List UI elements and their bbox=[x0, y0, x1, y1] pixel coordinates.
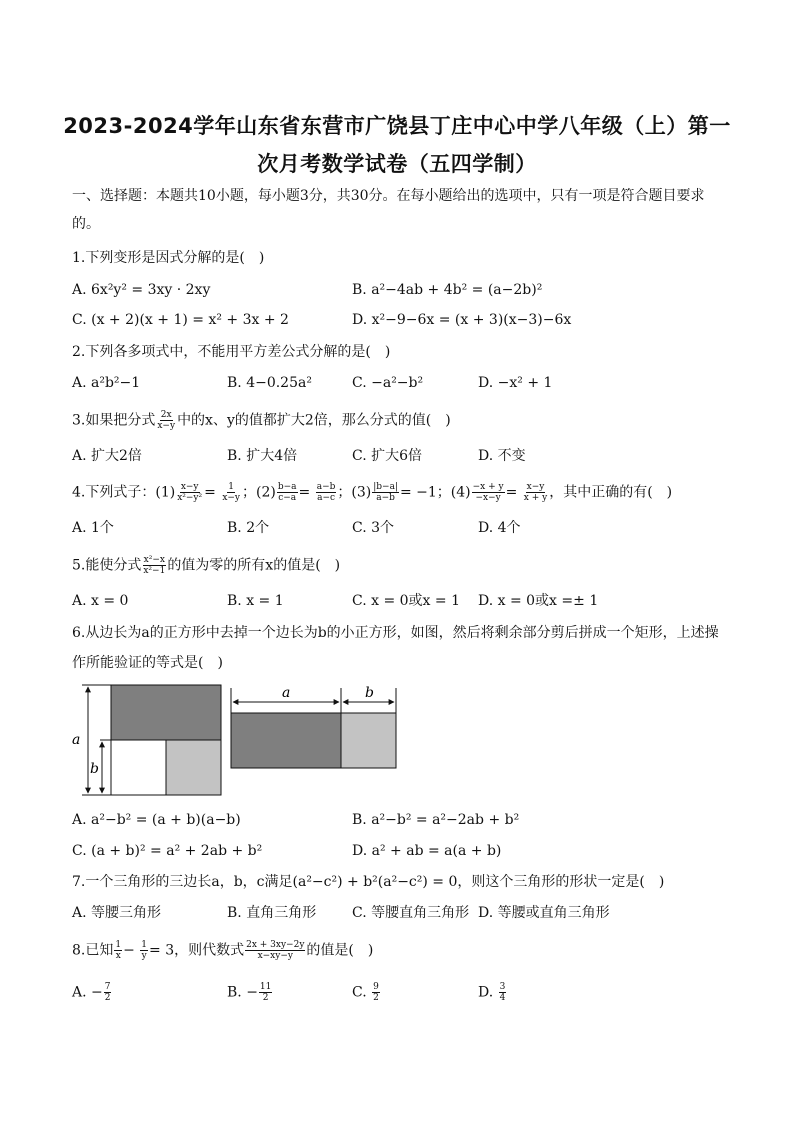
question-5-stem: 5.能使分式 $\frac{\text{x²−x}}{\text{x²−1}}$ 的值为零的所有x的值是( ) bbox=[72, 555, 341, 576]
question-6-option-c[interactable]: C. (a + b)² = a² + 2ab + b² bbox=[72, 843, 263, 859]
square-top-region bbox=[111, 685, 221, 740]
question-8-option-d[interactable]: D. $\frac{3}{4}$ bbox=[478, 982, 506, 1003]
exam-title-line1: 2023-2024学年山东省东营市广饶县丁庄中心中学八年级（上）第一 bbox=[63, 114, 731, 138]
exam-title-line2: 次月考数学试卷（五四学制） bbox=[257, 152, 537, 176]
question-6-stem-cont: 作所能验证的等式是( ) bbox=[72, 655, 223, 671]
question-8-stem: 8.已知 $\frac{1}{x}$ − $\frac{1}{y}$ = 3，则代数式 $\frac{2x + 3xy-2y}{x-xy-y}$ 的值是( ) bbox=[72, 940, 374, 961]
section-instructions: 一、选择题：本题共10小题，每小题3分，共30分。在每小题给出的选项中，只有一项是符合题目要求 bbox=[72, 188, 705, 204]
question-2-option-c[interactable]: C. −a²−b² bbox=[352, 375, 424, 391]
section-instructions-cont: 的。 bbox=[72, 216, 100, 232]
question-1-option-d[interactable]: D. x²−9−6x = (x + 3)(x−3)−6x bbox=[352, 312, 572, 328]
question-3-option-b[interactable]: B. 扩大4倍 bbox=[227, 448, 298, 464]
question-3-stem: 3.如果把分式 $\frac{2x}{x-y}$ 中的x、y的值都扩大2倍，那么分式的值( ) bbox=[72, 410, 451, 431]
question-6-option-b[interactable]: B. a²−b² = a²−2ab + b² bbox=[352, 812, 520, 828]
question-6-option-d[interactable]: D. a² + ab = a(a + b) bbox=[352, 843, 502, 859]
question-7-option-c[interactable]: C. 等腰直角三角形 bbox=[352, 905, 470, 921]
fraction: $\frac{2x}{x-y}$ bbox=[157, 410, 176, 431]
question-8-option-a[interactable]: A. − $\frac{7}{2}$ bbox=[72, 982, 111, 1003]
question-5-option-d[interactable]: D. x = 0或x =± 1 bbox=[478, 593, 599, 609]
question-3-option-d[interactable]: D. 不变 bbox=[478, 448, 526, 464]
question-6-stem: 6.从边长为a的正方形中去掉一个边长为b的小正方形，如图，然后将剩余部分剪后拼成一个矩形，上述操 bbox=[72, 625, 719, 641]
label-a-top: a bbox=[282, 685, 291, 701]
question-5-option-c[interactable]: C. x = 0或x = 1 bbox=[352, 593, 460, 609]
question-1-stem: 1.下列变形是因式分解的是( ) bbox=[72, 250, 265, 266]
question-5-option-b[interactable]: B. x = 1 bbox=[227, 593, 284, 609]
square-bottom-left-region bbox=[111, 740, 166, 795]
label-a-left: a bbox=[72, 732, 81, 748]
question-4-stem: 4.下列式子：(1) $\frac{x-y}{\text{x²−y²}}$ = $\frac{1}{x-y}$ ；(2) $\frac{b-a}{c-a}$ = $\frac{a-b}{a-c}$ ；(3) $\frac{|b-a|}{a-b}$ = −1；(4) $\frac{-x + y}{-x-y}$ = $\frac{x-y}{x + y}$ ，其中正确的有( ) bbox=[72, 482, 673, 503]
question-2-option-d[interactable]: D. −x² + 1 bbox=[478, 375, 553, 391]
question-1-option-b[interactable]: B. a²−4ab + 4b² = (a−2b)² bbox=[352, 282, 543, 298]
question-1-option-a[interactable]: A. 6x²y² = 3xy · 2xy bbox=[72, 282, 211, 298]
question-6-figure bbox=[68, 680, 408, 810]
label-b-top: b bbox=[365, 685, 374, 701]
question-7-option-b[interactable]: B. 直角三角形 bbox=[227, 905, 317, 921]
removed-small-square bbox=[166, 740, 221, 795]
question-4-option-a[interactable]: A. 1个 bbox=[72, 520, 114, 536]
question-2-stem: 2.下列各多项式中，不能用平方差公式分解的是( ) bbox=[72, 344, 391, 360]
question-3-option-a[interactable]: A. 扩大2倍 bbox=[72, 448, 142, 464]
question-7-option-d[interactable]: D. 等腰或直角三角形 bbox=[478, 905, 610, 921]
rectangle-dark-part bbox=[231, 713, 341, 768]
question-5-option-a[interactable]: A. x = 0 bbox=[72, 593, 129, 609]
question-4-option-c[interactable]: C. 3个 bbox=[352, 520, 395, 536]
question-7-stem: 7.一个三角形的三边长a，b，c满足(a²−c²) + b²(a²−c²) = 0，则这个三角形的形状一定是( ) bbox=[72, 874, 665, 890]
question-1-option-c[interactable]: C. (x + 2)(x + 1) = x² + 3x + 2 bbox=[72, 312, 289, 328]
rectangle-light-part bbox=[341, 713, 396, 768]
question-3-option-c[interactable]: C. 扩大6倍 bbox=[352, 448, 423, 464]
question-6-option-a[interactable]: A. a²−b² = (a + b)(a−b) bbox=[72, 812, 241, 828]
label-b-left: b bbox=[90, 761, 99, 777]
question-4-option-d[interactable]: D. 4个 bbox=[478, 520, 521, 536]
question-2-option-b[interactable]: B. 4−0.25a² bbox=[227, 375, 312, 391]
question-2-option-a[interactable]: A. a²b²−1 bbox=[72, 375, 141, 391]
question-7-option-a[interactable]: A. 等腰三角形 bbox=[72, 905, 162, 921]
question-8-option-c[interactable]: C. $\frac{9}{2}$ bbox=[352, 982, 379, 1003]
question-4-option-b[interactable]: B. 2个 bbox=[227, 520, 270, 536]
question-8-option-b[interactable]: B. − $\frac{11}{2}$ bbox=[227, 982, 272, 1003]
